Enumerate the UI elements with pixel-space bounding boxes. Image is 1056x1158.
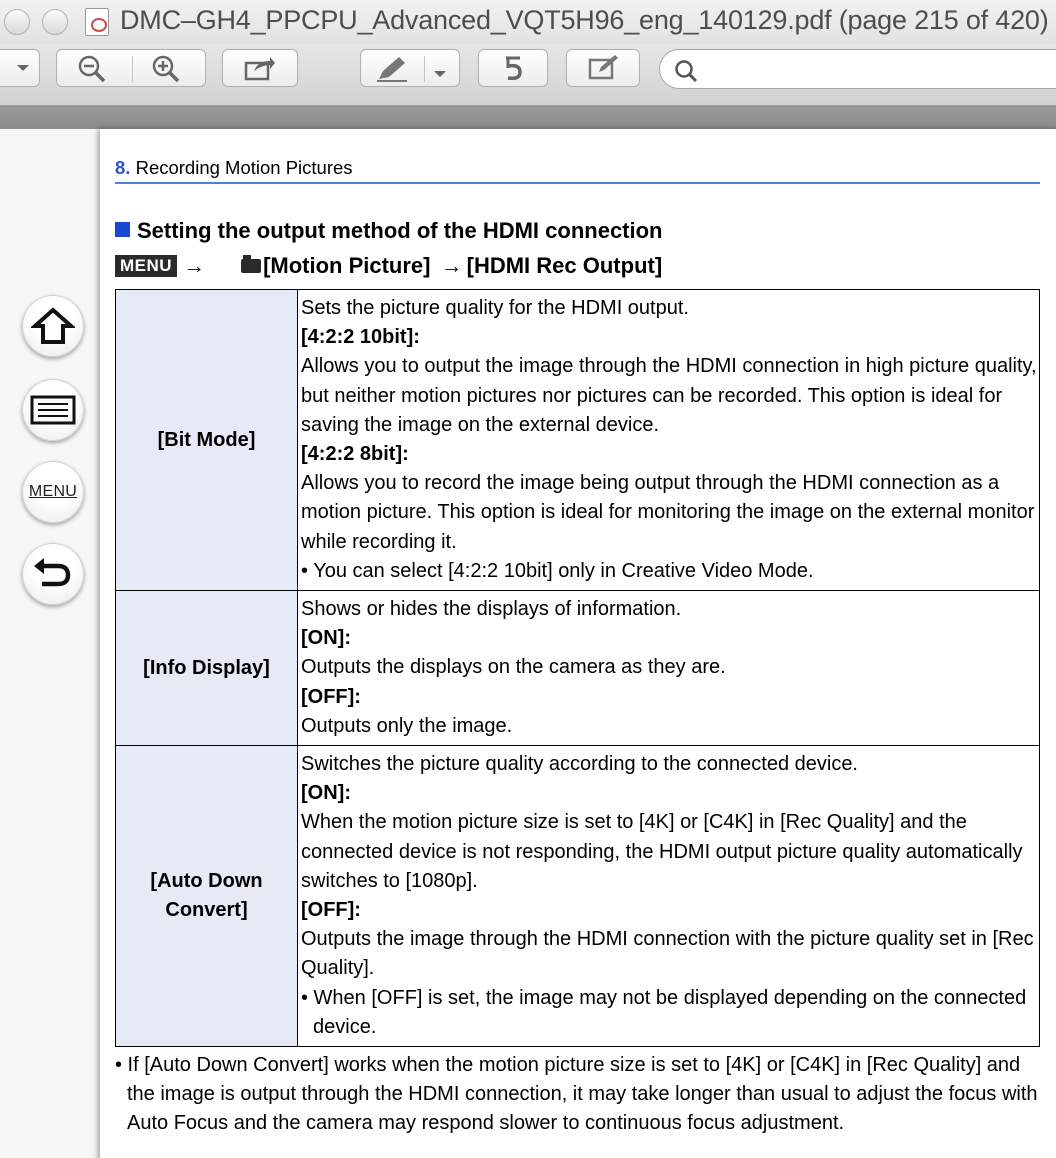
setting-name: [Auto Down Convert] (116, 746, 298, 1047)
settings-table (115, 289, 1040, 1047)
description-text: Shows or hides the displays of information. (301, 598, 682, 621)
option-label: [OFF]: (301, 685, 361, 708)
chapter-title: Recording Motion Pictures (135, 157, 353, 178)
share-icon (244, 55, 276, 81)
description-text: Outputs the image through the HDMI connection with the picture quality set in [Rec Quality]. (301, 928, 1034, 980)
path-part-2: [HDMI Rec Output] (466, 253, 663, 278)
pdf-document-icon (85, 8, 109, 36)
description-text: Outputs only the image. (301, 714, 513, 737)
setting-name: [Bit Mode] (116, 290, 298, 591)
description-text: Allows you to record the image being output through the HDMI connection as a motion picture. This option is ideal for monitoring the image on the external monitor while recording it. (301, 472, 1035, 553)
search-icon (674, 59, 698, 83)
path-arrow: → (440, 253, 463, 278)
setting-description (298, 746, 1040, 1047)
description-text: Switches the picture quality according to the connected device. (301, 753, 858, 776)
contents-button[interactable] (22, 379, 84, 441)
zoom-in-button[interactable] (151, 54, 181, 90)
zoom-out-icon (77, 54, 107, 84)
chapter-heading (115, 157, 353, 179)
path-arrow: → (183, 253, 206, 278)
section-title-text: Setting the output method of the HDMI connection (137, 218, 663, 243)
description-text: When the motion picture size is set to [4K] or [C4K] in [Rec Quality] and the connected device is not responding, the HDMI output picture quality automatically switches to [1080p]. (301, 811, 1023, 892)
option-label: [4:2:2 8bit]: (301, 443, 409, 466)
zoom-in-icon (151, 54, 181, 84)
home-icon (31, 306, 75, 346)
list-icon (30, 395, 76, 425)
highlighter-pen-icon (375, 55, 409, 83)
toolbar (0, 44, 1056, 106)
setting-description (298, 591, 1040, 746)
annotate-button[interactable] (375, 55, 409, 89)
table-row (116, 591, 1040, 746)
section-title (115, 218, 663, 244)
rotate-icon (500, 54, 526, 82)
sidebar-toggle-button[interactable] (0, 49, 40, 87)
option-label: [4:2:2 10bit]: (301, 326, 420, 349)
chapter-divider (115, 182, 1040, 184)
back-button[interactable] (22, 543, 84, 605)
zoom-window-button[interactable] (42, 9, 68, 35)
chevron-down-icon (16, 63, 30, 73)
window-title: DMC–GH4_PPCPU_Advanced_VQT5H96_eng_140129.pdf (page 215 of 420) (120, 5, 1049, 35)
edit-pencil-icon (587, 54, 619, 82)
zoom-out-button[interactable] (77, 54, 107, 90)
share-button[interactable] (222, 49, 298, 87)
menu-path (115, 253, 662, 279)
annotate-button-group (360, 49, 460, 87)
chevron-down-icon (433, 69, 447, 79)
note-bullet: • You can select [4:2:2 10bit] only in Creative Video Mode. (301, 559, 814, 582)
description-text: Outputs the displays on the camera as they are. (301, 656, 726, 679)
pdf-page (100, 129, 1056, 1158)
back-arrow-icon (32, 556, 74, 592)
zoom-button-group (56, 49, 206, 87)
description-text: Sets the picture quality for the HDMI output. (301, 297, 689, 319)
menu-badge: MENU (115, 255, 177, 277)
note-bullet: • When [OFF] is set, the image may not be displayed depending on the connected device. (301, 986, 1027, 1038)
option-label: [ON]: (301, 782, 351, 805)
setting-description (298, 290, 1040, 591)
footnote: • If [Auto Down Convert] works when the motion picture size is set to [4K] or [C4K] in [Rec Quality] and the image is output through the HDMI connection, it may take longer than usual to adjust the focus with Auto Focus and the camera may respond slower to continuous focus adjustment. (115, 1054, 1038, 1135)
menu-list-label: MENU (28, 483, 78, 500)
chapter-number: 8. (115, 157, 131, 178)
search-input[interactable] (659, 49, 1056, 89)
rotate-button[interactable] (478, 49, 548, 87)
option-label: [OFF]: (301, 899, 361, 922)
edit-button[interactable] (566, 49, 640, 87)
option-label: [ON]: (301, 627, 351, 650)
menu-list-button[interactable] (22, 461, 84, 523)
minimize-window-button[interactable] (4, 9, 30, 35)
home-button[interactable] (22, 295, 84, 357)
description-text: Allows you to output the image through the HDMI connection in high picture quality, but neither motion pictures nor pictures can be recorded. This option is ideal for saving the image on the external device. (301, 355, 1037, 436)
title-bar (0, 0, 1056, 44)
table-row (116, 290, 1040, 591)
document-viewer[interactable] (0, 107, 1056, 1158)
table-row (116, 746, 1040, 1047)
motion-picture-icon (241, 259, 261, 273)
page-side-navigation (0, 129, 100, 1158)
annotate-menu-button[interactable] (433, 59, 447, 85)
path-part-1: [Motion Picture] (263, 253, 431, 278)
setting-name: [Info Display] (116, 591, 298, 746)
square-bullet-icon (115, 222, 130, 237)
